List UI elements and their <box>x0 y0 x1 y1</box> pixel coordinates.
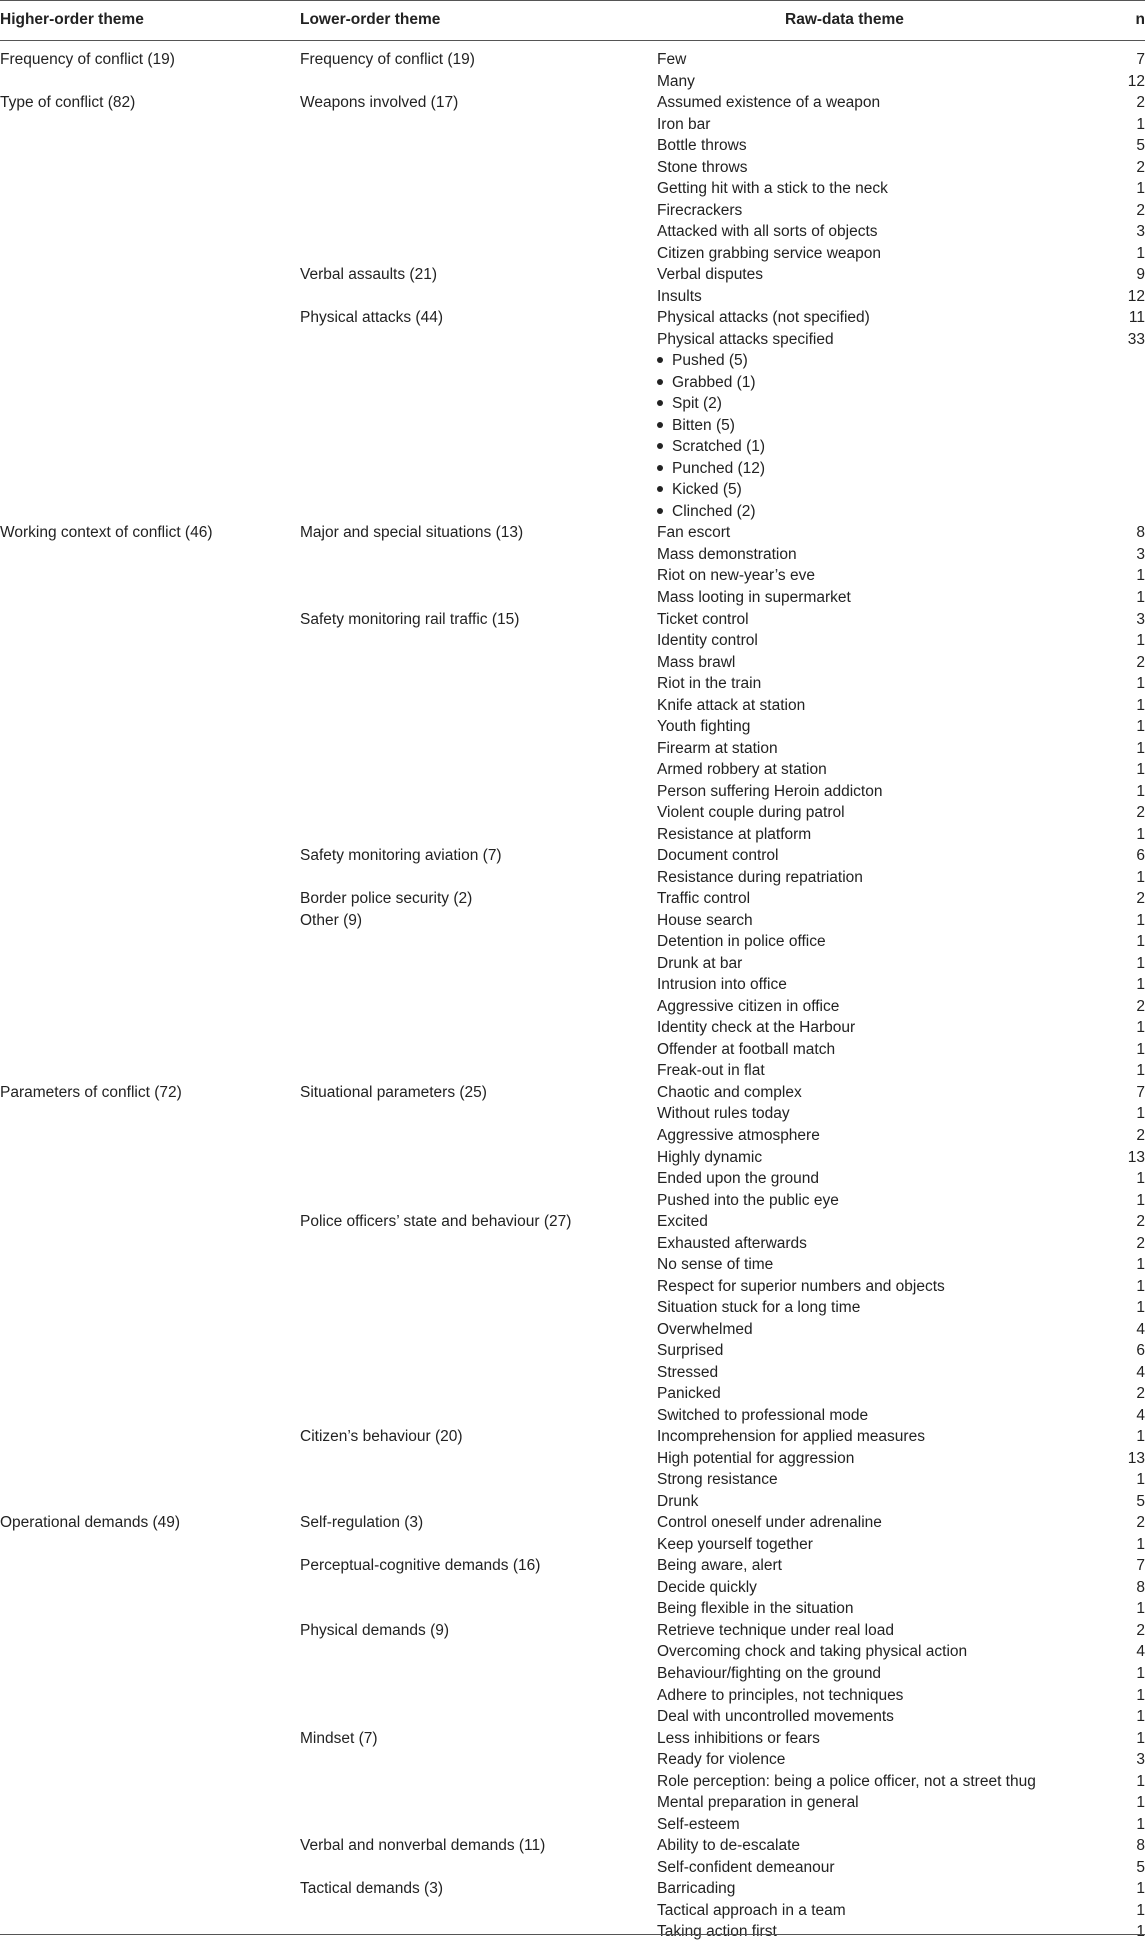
raw-data-theme-cell: Retrieve technique under real load <box>657 1621 894 1639</box>
raw-data-theme-cell: Armed robbery at station <box>657 761 827 779</box>
raw-data-theme-cell: Mass brawl <box>657 653 736 671</box>
raw-data-theme-cell: Clinched (2) <box>657 503 756 520</box>
table-row <box>0 974 1145 996</box>
count-cell: 1 <box>1136 933 1145 951</box>
table-row <box>0 286 1145 308</box>
table-row <box>0 71 1145 93</box>
count-cell: 1 <box>1136 911 1145 929</box>
lower-order-theme-cell: Safety monitoring rail traffic (15) <box>300 610 520 628</box>
header-lower-order: Lower-order theme <box>300 11 441 28</box>
table-row <box>0 1276 1145 1298</box>
raw-data-theme-cell: Freak-out in flat <box>657 1062 765 1080</box>
raw-data-theme-cell: Tactical approach in a team <box>657 1901 846 1919</box>
header-n: n <box>1135 11 1145 28</box>
raw-data-theme-cell: Traffic control <box>657 890 751 908</box>
table-row <box>0 1254 1145 1276</box>
raw-data-theme-cell: Aggressive citizen in office <box>657 997 840 1015</box>
count-cell: 13 <box>1127 1449 1145 1467</box>
bullet-icon <box>657 400 663 406</box>
count-cell: 1 <box>1136 825 1145 843</box>
raw-data-theme-cell: Scratched (1) <box>657 438 765 455</box>
count-cell: 1 <box>1136 1772 1145 1790</box>
raw-data-theme-cell: Intrusion into office <box>657 976 787 994</box>
raw-data-theme-cell: Punched (12) <box>657 460 765 477</box>
count-cell: 3 <box>1136 610 1145 628</box>
raw-data-theme-cell: Panicked <box>657 1385 721 1403</box>
higher-order-theme-cell: Working context of conflict (46) <box>0 524 213 542</box>
count-cell: 1 <box>1136 739 1145 757</box>
table-row <box>0 587 1145 609</box>
table-header <box>0 0 1145 41</box>
table-row <box>0 1319 1145 1341</box>
table-row <box>0 200 1145 222</box>
table-row <box>0 1082 1145 1104</box>
table-row <box>0 458 1145 480</box>
table-row <box>0 1900 1145 1922</box>
count-cell: 1 <box>1136 1535 1145 1553</box>
raw-data-theme-cell: Behaviour/fighting on the ground <box>657 1665 882 1682</box>
bullet-icon <box>657 379 663 385</box>
table-row <box>0 522 1145 544</box>
raw-data-theme-cell: Identity check at the Harbour <box>657 1019 856 1037</box>
raw-data-theme-cell: Being aware, alert <box>657 1557 782 1575</box>
count-cell: 1 <box>1136 180 1145 198</box>
raw-data-theme-cell: House search <box>657 911 753 929</box>
table-row <box>0 931 1145 953</box>
count-cell: 6 <box>1136 847 1145 865</box>
raw-data-theme-cell: Riot in the train <box>657 675 762 693</box>
table-row <box>0 92 1145 114</box>
raw-data-theme-cell: Firearm at station <box>657 739 778 757</box>
raw-data-theme-cell: Respect for superior numbers and objects <box>657 1277 945 1295</box>
count-cell: 1 <box>1136 567 1145 585</box>
table-row <box>0 824 1145 846</box>
table-row <box>0 759 1145 781</box>
table-row <box>0 738 1145 760</box>
lower-order-theme-cell: Major and special situations (13) <box>300 524 524 542</box>
count-cell: 2 <box>1136 1234 1145 1252</box>
count-cell: 1 <box>1136 1794 1145 1812</box>
count-cell: 2 <box>1136 653 1145 671</box>
raw-data-theme-cell: Riot on new-year’s eve <box>657 567 815 585</box>
table-row <box>0 1771 1145 1793</box>
table-row <box>0 544 1145 566</box>
count-cell: 1 <box>1136 1923 1145 1941</box>
table-row <box>0 953 1145 975</box>
count-cell: 5 <box>1136 1492 1145 1510</box>
count-cell: 3 <box>1136 223 1145 241</box>
raw-data-theme-cell: Verbal disputes <box>657 266 763 284</box>
count-cell: 2 <box>1136 997 1145 1015</box>
count-cell: 2 <box>1136 1127 1145 1144</box>
raw-data-theme-cell: Barricading <box>657 1880 736 1898</box>
table-row <box>0 1125 1145 1147</box>
table-row <box>0 609 1145 631</box>
raw-data-theme-cell: Control oneself under adrenaline <box>657 1514 882 1532</box>
table-row <box>0 1814 1145 1836</box>
raw-data-theme-cell: Less inhibitions or fears <box>657 1729 820 1747</box>
raw-data-theme-cell: Pushed into the public eye <box>657 1191 839 1209</box>
raw-data-theme-cell: High potential for aggression <box>657 1449 855 1467</box>
table-row <box>0 652 1145 674</box>
count-cell: 1 <box>1136 1880 1145 1898</box>
count-cell: 1 <box>1136 1708 1145 1726</box>
count-cell: 5 <box>1136 1858 1145 1876</box>
table-row <box>0 307 1145 329</box>
raw-data-theme-cell: Bottle throws <box>657 137 747 155</box>
higher-order-theme-cell: Operational demands (49) <box>0 1514 181 1532</box>
table-row <box>0 1706 1145 1728</box>
bullet-icon <box>657 508 663 514</box>
table-row <box>0 501 1145 523</box>
bullet-icon <box>657 443 663 449</box>
count-cell: 12 <box>1127 287 1145 305</box>
count-cell: 7 <box>1136 1557 1145 1575</box>
higher-order-theme-cell: Parameters of conflict (72) <box>0 1083 182 1101</box>
count-cell: 1 <box>1136 1729 1145 1747</box>
raw-data-theme-cell: Youth fighting <box>657 718 751 736</box>
table-row <box>0 1039 1145 1061</box>
table-row <box>0 221 1145 243</box>
lower-order-theme-cell: Weapons involved (17) <box>300 94 459 112</box>
count-cell: 13 <box>1127 1148 1145 1166</box>
count-cell: 1 <box>1136 1428 1145 1446</box>
lower-order-theme-cell: Self-regulation (3) <box>300 1514 424 1532</box>
table-row <box>0 1512 1145 1534</box>
raw-data-theme-cell: Surprised <box>657 1342 724 1360</box>
raw-data-theme-cell: Bitten (5) <box>657 417 735 434</box>
raw-data-theme-cell: Identity control <box>657 632 758 650</box>
count-cell: 2 <box>1136 94 1145 112</box>
table-row <box>0 135 1145 157</box>
raw-data-theme-cell: Firecrackers <box>657 201 743 219</box>
table-row <box>0 1663 1145 1685</box>
table-row <box>0 1362 1145 1384</box>
table-row <box>0 1060 1145 1082</box>
raw-data-theme-cell: Taking action first <box>657 1923 777 1941</box>
table-row <box>0 1383 1145 1405</box>
raw-data-theme-cell: Being flexible in the situation <box>657 1600 854 1618</box>
count-cell: 2 <box>1136 1385 1145 1403</box>
count-cell: 2 <box>1136 1213 1145 1231</box>
raw-data-theme-cell: Exhausted afterwards <box>657 1234 807 1252</box>
count-cell: 1 <box>1136 1062 1145 1080</box>
count-cell: 1 <box>1136 1170 1145 1188</box>
table-row <box>0 415 1145 437</box>
raw-data-theme-cell: Resistance at platform <box>657 825 812 843</box>
count-cell: 1 <box>1136 954 1145 972</box>
count-cell: 5 <box>1136 137 1145 155</box>
table-row <box>0 264 1145 286</box>
table-row <box>0 888 1145 910</box>
count-cell: 4 <box>1136 1363 1145 1381</box>
lower-order-theme-cell: Physical demands (9) <box>300 1621 450 1639</box>
raw-data-theme-cell: Chaotic and complex <box>657 1083 802 1101</box>
raw-data-theme-cell: Physical attacks specified <box>657 330 834 348</box>
raw-data-theme-cell: Excited <box>657 1213 708 1231</box>
table-row <box>0 996 1145 1018</box>
lower-order-theme-cell: Safety monitoring aviation (7) <box>300 847 502 865</box>
table-row <box>0 1598 1145 1620</box>
count-cell: 4 <box>1136 1406 1145 1424</box>
raw-data-theme-cell: Stressed <box>657 1363 719 1381</box>
table-row <box>0 1620 1145 1642</box>
count-cell: 1 <box>1136 115 1145 133</box>
table-row <box>0 1448 1145 1470</box>
table-row <box>0 49 1145 71</box>
table-row <box>0 845 1145 867</box>
lower-order-theme-cell: Tactical demands (3) <box>300 1880 444 1898</box>
table-row <box>0 1168 1145 1190</box>
table-row <box>0 695 1145 717</box>
table-row <box>0 1792 1145 1814</box>
raw-data-theme-cell: Detention in police office <box>657 933 826 951</box>
raw-data-theme-cell: Adhere to principles, not techniques <box>657 1686 904 1704</box>
count-cell: 1 <box>1136 589 1145 606</box>
bullet-icon <box>657 422 663 428</box>
table-row <box>0 1233 1145 1255</box>
count-cell: 6 <box>1136 1342 1145 1360</box>
table-row <box>0 1641 1145 1663</box>
lower-order-theme-cell: Mindset (7) <box>300 1729 378 1747</box>
count-cell: 1 <box>1136 976 1145 994</box>
table-row <box>0 1921 1145 1943</box>
raw-data-theme-cell: Person suffering Heroin addicton <box>657 782 883 800</box>
raw-data-theme-cell: Physical attacks (not specified) <box>657 309 870 327</box>
count-cell: 1 <box>1136 244 1145 262</box>
raw-data-theme-cell: Iron bar <box>657 115 711 133</box>
table-row <box>0 1017 1145 1039</box>
raw-data-theme-cell: Aggressive atmosphere <box>657 1127 820 1144</box>
lower-order-theme-cell: Frequency of conflict (19) <box>300 51 475 68</box>
raw-data-theme-cell: Incomprehension for applied measures <box>657 1428 925 1446</box>
raw-data-theme-cell: Few <box>657 51 687 68</box>
lower-order-theme-cell: Citizen’s behaviour (20) <box>300 1428 463 1446</box>
table-row <box>0 781 1145 803</box>
table-row <box>0 178 1145 200</box>
table-row <box>0 867 1145 889</box>
raw-data-theme-cell: Mass demonstration <box>657 545 797 563</box>
count-cell: 1 <box>1136 718 1145 736</box>
lower-order-theme-cell: Verbal assaults (21) <box>300 266 437 284</box>
raw-data-theme-cell: Overwhelmed <box>657 1320 753 1338</box>
raw-data-theme-cell: Drunk at bar <box>657 954 743 972</box>
count-cell: 1 <box>1136 696 1145 714</box>
count-cell: 8 <box>1136 1578 1145 1596</box>
bullet-icon <box>657 357 663 363</box>
count-cell: 2 <box>1136 890 1145 908</box>
table-row <box>0 350 1145 372</box>
count-cell: 7 <box>1136 1083 1145 1101</box>
raw-data-theme-cell: Ability to de-escalate <box>657 1837 801 1855</box>
table-row <box>0 329 1145 351</box>
raw-data-theme-cell: Decide quickly <box>657 1578 757 1596</box>
table-row <box>0 1297 1145 1319</box>
table-row <box>0 114 1145 136</box>
raw-data-theme-cell: Citizen grabbing service weapon <box>657 244 882 262</box>
table-row <box>0 1426 1145 1448</box>
table-row <box>0 1685 1145 1707</box>
raw-data-theme-cell: Overcoming chock and taking physical action <box>657 1643 968 1661</box>
raw-data-theme-cell: Mental preparation in general <box>657 1794 859 1812</box>
table-row <box>0 1728 1145 1750</box>
table-row <box>0 1190 1145 1212</box>
raw-data-theme-cell: Stone throws <box>657 158 748 176</box>
raw-data-theme-cell: Insults <box>657 287 702 305</box>
raw-data-theme-cell: Situation stuck for a long time <box>657 1299 861 1317</box>
raw-data-theme-cell: Ended upon the ground <box>657 1170 820 1188</box>
raw-data-theme-cell: No sense of time <box>657 1256 774 1274</box>
raw-data-theme-cell: Strong resistance <box>657 1471 778 1489</box>
table-row <box>0 436 1145 458</box>
table-row <box>0 1491 1145 1513</box>
bottom-rule <box>0 1934 1145 1935</box>
raw-data-theme-cell: Mass looting in supermarket <box>657 589 851 606</box>
table-row <box>0 1878 1145 1900</box>
count-cell: 1 <box>1136 1105 1145 1123</box>
raw-data-theme-cell: Grabbed (1) <box>657 374 756 391</box>
raw-data-theme-cell: Document control <box>657 847 779 865</box>
count-cell: 1 <box>1136 675 1145 693</box>
count-cell: 1 <box>1136 761 1145 779</box>
count-cell: 1 <box>1136 1040 1145 1058</box>
count-cell: 12 <box>1127 72 1145 90</box>
table-row <box>0 1577 1145 1599</box>
count-cell: 9 <box>1136 266 1145 284</box>
table-row <box>0 565 1145 587</box>
raw-data-theme-cell: Keep yourself together <box>657 1535 813 1553</box>
raw-data-theme-cell: Offender at football match <box>657 1040 836 1058</box>
count-cell: 2 <box>1136 1621 1145 1639</box>
count-cell: 1 <box>1136 1665 1145 1682</box>
raw-data-theme-cell: Ready for violence <box>657 1751 786 1769</box>
count-cell: 2 <box>1136 201 1145 219</box>
raw-data-theme-cell: Deal with uncontrolled movements <box>657 1708 894 1726</box>
table-row <box>0 802 1145 824</box>
raw-data-theme-cell: Ticket control <box>657 610 749 628</box>
raw-data-theme-cell: Role perception: being a police officer, not a street thug <box>657 1772 1036 1790</box>
count-cell: 2 <box>1136 158 1145 176</box>
count-cell: 8 <box>1136 1837 1145 1855</box>
raw-data-theme-cell: Pushed (5) <box>657 352 748 369</box>
raw-data-theme-cell: Getting hit with a stick to the neck <box>657 180 888 198</box>
count-cell: 1 <box>1136 1019 1145 1037</box>
count-cell: 1 <box>1136 1471 1145 1489</box>
table-row <box>0 1405 1145 1427</box>
lower-order-theme-cell: Physical attacks (44) <box>300 309 443 327</box>
raw-data-theme-cell: Drunk <box>657 1492 699 1510</box>
header-raw-data: Raw-data theme <box>785 11 904 28</box>
lower-order-theme-cell: Situational parameters (25) <box>300 1083 487 1101</box>
count-cell: 1 <box>1136 1299 1145 1317</box>
raw-data-theme-cell: Knife attack at station <box>657 696 806 714</box>
count-cell: 3 <box>1136 1751 1145 1769</box>
count-cell: 1 <box>1136 1277 1145 1295</box>
raw-data-theme-cell: Fan escort <box>657 524 731 542</box>
table-row <box>0 479 1145 501</box>
table-row <box>0 1857 1145 1879</box>
raw-data-theme-cell: Many <box>657 72 695 90</box>
raw-data-theme-cell: Spit (2) <box>657 395 722 412</box>
table-row <box>0 1340 1145 1362</box>
table-row <box>0 910 1145 932</box>
count-cell: 1 <box>1136 1901 1145 1919</box>
count-cell: 1 <box>1136 1600 1145 1618</box>
count-cell: 4 <box>1136 1320 1145 1338</box>
header-higher-order: Higher-order theme <box>0 11 144 28</box>
count-cell: 11 <box>1128 309 1145 327</box>
table-row <box>0 630 1145 652</box>
table-row <box>0 393 1145 415</box>
raw-data-theme-cell: Assumed existence of a weapon <box>657 94 881 112</box>
count-cell: 3 <box>1136 545 1145 563</box>
count-cell: 2 <box>1136 804 1145 822</box>
table-row <box>0 1211 1145 1233</box>
table-row <box>0 1534 1145 1556</box>
bullet-icon <box>657 486 663 492</box>
count-cell: 1 <box>1136 868 1145 886</box>
count-cell: 4 <box>1136 1643 1145 1661</box>
table-row <box>0 1469 1145 1491</box>
count-cell: 33 <box>1127 330 1145 348</box>
raw-data-theme-cell: Highly dynamic <box>657 1148 763 1166</box>
count-cell: 2 <box>1136 1514 1145 1532</box>
raw-data-theme-cell: Self-esteem <box>657 1815 740 1833</box>
table-row <box>0 1749 1145 1771</box>
lower-order-theme-cell: Other (9) <box>300 911 363 929</box>
higher-order-theme-cell: Frequency of conflict (19) <box>0 51 175 68</box>
higher-order-theme-cell: Type of conflict (82) <box>0 94 136 112</box>
count-cell: 7 <box>1136 51 1145 68</box>
table-row <box>0 157 1145 179</box>
raw-data-theme-cell: Self-confident demeanour <box>657 1858 835 1876</box>
table-row <box>0 243 1145 265</box>
count-cell: 1 <box>1136 1686 1145 1704</box>
table-row <box>0 372 1145 394</box>
count-cell: 1 <box>1136 1815 1145 1833</box>
count-cell: 1 <box>1136 632 1145 650</box>
count-cell: 1 <box>1136 782 1145 800</box>
table-row <box>0 716 1145 738</box>
lower-order-theme-cell: Perceptual-cognitive demands (16) <box>300 1557 541 1575</box>
raw-data-theme-cell: Resistance during repatriation <box>657 868 863 886</box>
raw-data-theme-cell: Switched to professional mode <box>657 1406 869 1424</box>
raw-data-theme-cell: Kicked (5) <box>657 481 742 498</box>
table-row <box>0 1835 1145 1857</box>
lower-order-theme-cell: Border police security (2) <box>300 890 473 908</box>
table-row <box>0 1555 1145 1577</box>
lower-order-theme-cell: Verbal and nonverbal demands (11) <box>300 1837 546 1855</box>
table-row <box>0 1147 1145 1169</box>
table-row <box>0 1103 1145 1125</box>
lower-order-theme-cell: Police officers’ state and behaviour (27) <box>300 1213 572 1231</box>
count-cell: 1 <box>1136 1191 1145 1209</box>
table-row <box>0 673 1145 695</box>
count-cell: 1 <box>1136 1256 1145 1274</box>
raw-data-theme-cell: Violent couple during patrol <box>657 804 845 822</box>
count-cell: 8 <box>1136 524 1145 542</box>
bullet-icon <box>657 465 663 471</box>
raw-data-theme-cell: Attacked with all sorts of objects <box>657 223 878 241</box>
raw-data-theme-cell: Without rules today <box>657 1105 790 1123</box>
